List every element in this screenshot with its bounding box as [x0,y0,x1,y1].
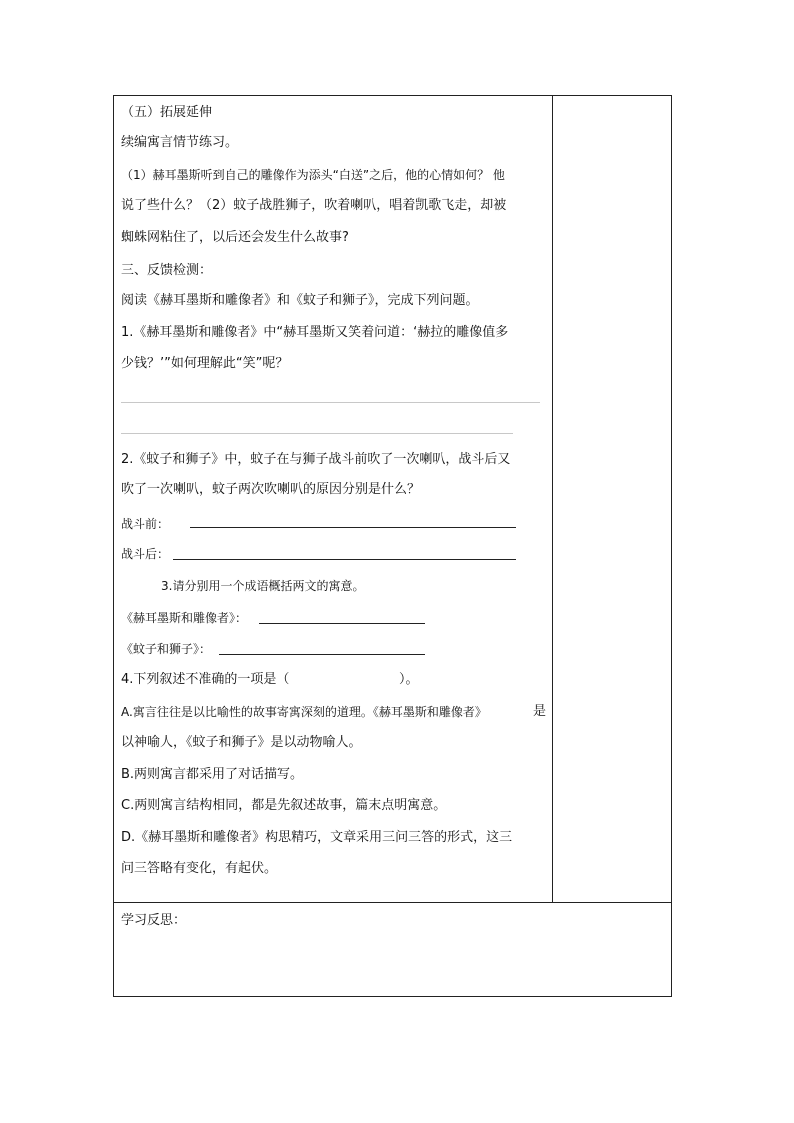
column-divider [552,96,553,902]
question-4-close: ）。 [399,672,419,687]
extend-question-line: （1）赫耳墨斯听到自己的雕像作为添头“白送”之后，他的心情如何？ 他 [121,168,505,182]
question-1-line: 少钱？’”如何理解此“笑”呢？ [121,356,289,371]
question-1-line: 1.《赫耳墨斯和雕像者》中“赫耳墨斯又笑着问道：‘赫拉的雕像值多 [121,325,509,340]
before-fight-answer-line[interactable] [190,527,516,528]
option-d-line: 问三答略有变化，有起伏。 [121,861,278,876]
after-fight-label: 战斗后： [121,547,170,561]
question-2-line: 吹了一次喇叭，蚊子两次吹喇叭的原因分别是什么？ [121,482,421,497]
extend-question-line: 说了些什么？（2）蚊子战胜狮子，吹着喇叭，唱着凯歌飞走，却被 [121,198,507,213]
before-fight-label: 战斗前： [121,517,170,531]
option-b: B.两则寓言都采用了对话描写。 [121,767,304,782]
question-3: 3.请分别用一个成语概括两文的寓意。 [161,579,365,593]
after-fight-answer-line[interactable] [173,559,516,560]
feedback-heading: 三、反馈检测： [121,263,213,278]
reflection-label: 学习反思： [121,913,187,928]
row-divider [114,902,671,903]
extend-question-line: 蜘蛛网粘住了，以后还会发生什么故事? [121,230,349,245]
question-2-line: 2.《蚊子和狮子》中，蚊子在与狮子战斗前吹了一次喇叭，战斗后又 [121,452,511,467]
extend-prompt: 续编寓言情节练习。 [121,135,239,150]
question-4: 4.下列叙述不准确的一项是（ [121,672,290,687]
extend-heading: （五）拓展延伸 [121,105,213,120]
option-a-line: A.寓言往往是以比喻性的故事寄寓深刻的道理。《赫耳墨斯和雕像者》 [121,705,487,719]
feedback-intro: 阅读《赫耳墨斯和雕像者》和《蚊子和狮子》，完成下列问题。 [121,293,479,308]
option-a-line: 是 [533,704,547,719]
option-c: C.两则寓言结构相同，都是先叙述故事，篇末点明寓意。 [121,798,447,813]
idiom-label-hermes: 《赫耳墨斯和雕像者》： [121,611,248,625]
idiom-answer-line-hermes[interactable] [259,623,425,624]
answer-line[interactable] [121,402,540,403]
idiom-label-mosquito: 《蚊子和狮子》： [121,642,212,656]
idiom-answer-line-mosquito[interactable] [219,654,425,655]
option-a-line: 以神喻人，《蚊子和狮子》是以动物喻人。 [121,735,362,750]
answer-line[interactable] [121,433,513,434]
option-d-line: D.《赫耳墨斯和雕像者》构思精巧，文章采用三问三答的形式，这三 [121,830,513,845]
